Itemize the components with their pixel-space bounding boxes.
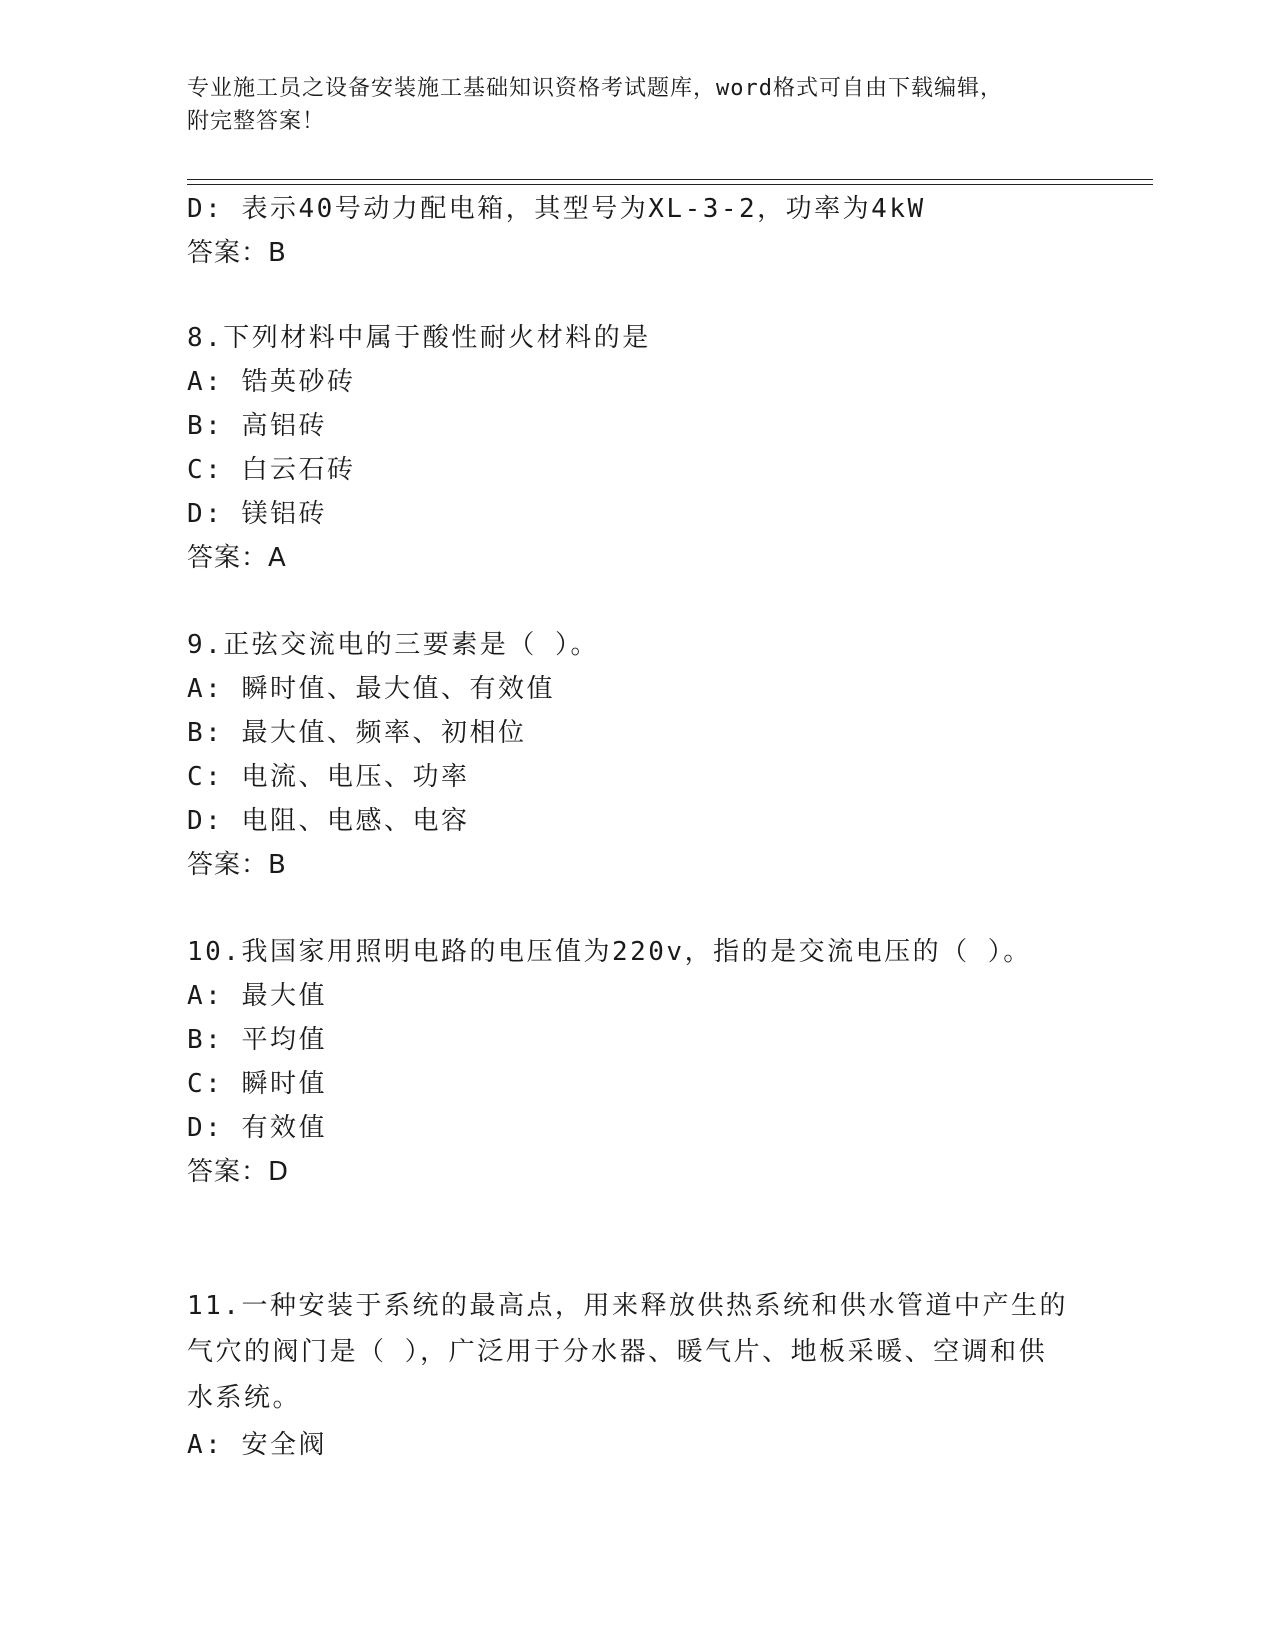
q9-answer: 答案：B (187, 850, 287, 880)
header-line-2: 附完整答案！ (187, 109, 326, 134)
q11-stem (187, 1283, 1087, 1421)
q10-answer: 答案：D (187, 1157, 290, 1187)
q10-option-d: D: 有效值 (187, 1113, 327, 1143)
q8-option-a: A: 锆英砂砖 (187, 367, 356, 397)
q9-option-d: D: 电阻、电感、电容 (187, 806, 470, 836)
q10-option-b: B: 平均值 (187, 1025, 327, 1055)
q9-option-a: A: 瞬时值、最大值、有效值 (187, 674, 555, 704)
q11-stem-line-3: 水系统。 (187, 1383, 302, 1413)
q11-option-a: A: 安全阀 (187, 1430, 327, 1460)
header-divider-top (187, 179, 1153, 180)
q8-answer: 答案：A (187, 543, 287, 573)
header-divider-bottom (187, 184, 1153, 185)
q9-option-c: C: 电流、电压、功率 (187, 762, 470, 792)
page-header (187, 72, 1087, 138)
q10-option-c: C: 瞬时值 (187, 1069, 327, 1099)
header-line-1: 专业施工员之设备安装施工基础知识资格考试题库，word格式可自由下载编辑， (187, 76, 1003, 101)
q8-stem: 8.下列材料中属于酸性耐火材料的是 (187, 323, 651, 353)
prev-answer: 答案：B (187, 238, 287, 268)
q9-stem: 9.正弦交流电的三要素是（ ）。 (187, 630, 599, 660)
q11-stem-line-2: 气穴的阀门是（ ），广泛用于分水器、暖气片、地板采暖、空调和供 (187, 1337, 1048, 1367)
q8-option-b: B: 高铝砖 (187, 411, 327, 441)
q8-option-d: D: 镁铝砖 (187, 499, 327, 529)
q8-option-c: C: 白云石砖 (187, 455, 356, 485)
q9-option-b: B: 最大值、频率、初相位 (187, 718, 527, 748)
q11-stem-line-1: 11.一种安装于系统的最高点，用来释放供热系统和供水管道中产生的 (187, 1291, 1068, 1321)
q10-option-a: A: 最大值 (187, 981, 327, 1011)
q10-stem: 10.我国家用照明电路的电压值为220v，指的是交流电压的（ ）。 (187, 937, 1032, 967)
prev-option-d: D: 表示40号动力配电箱，其型号为XL-3-2，功率为4kW (187, 194, 926, 224)
